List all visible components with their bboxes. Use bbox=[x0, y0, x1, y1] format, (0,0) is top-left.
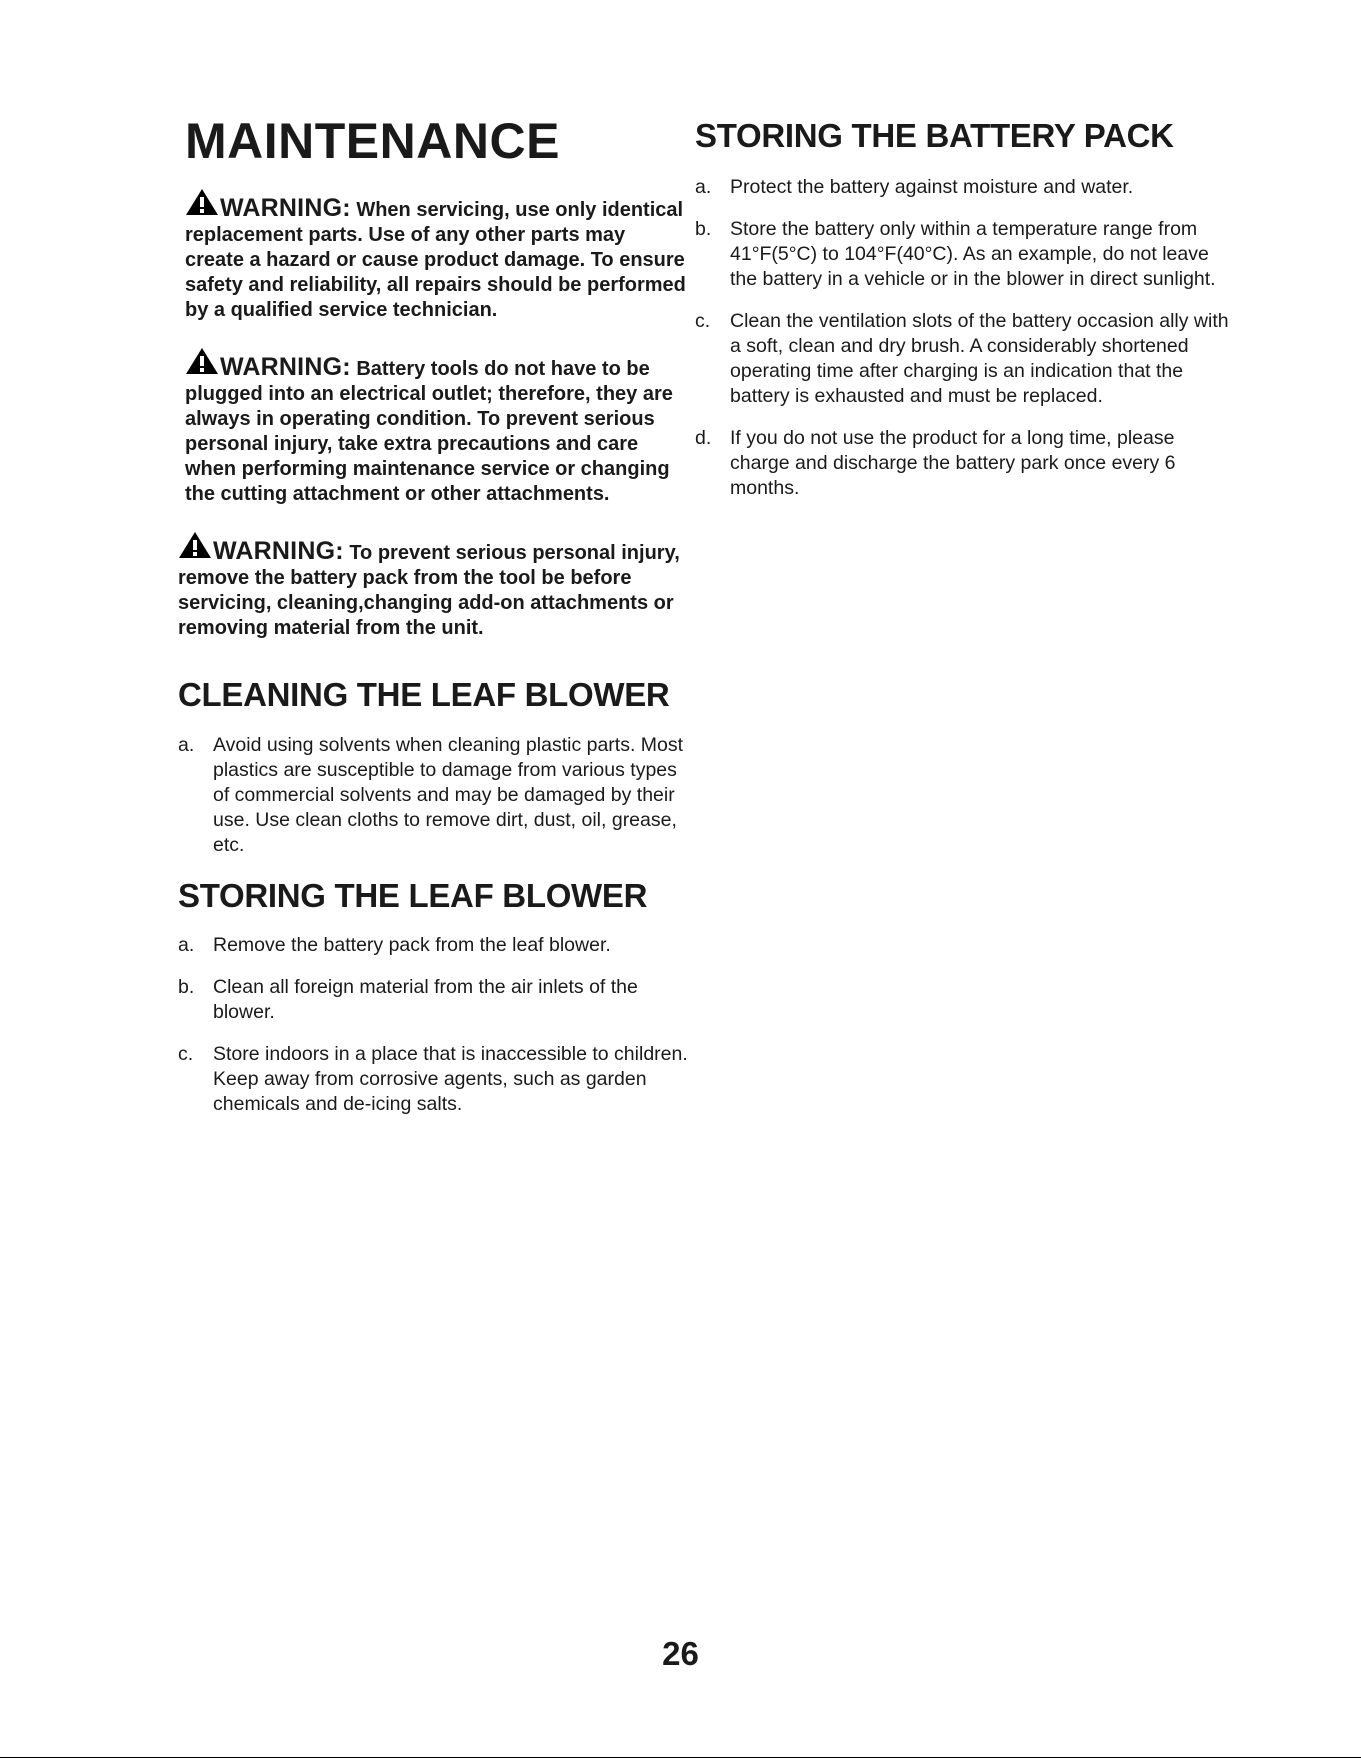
list-item-text: Clean the ventilation slots of the battery occasion ally with a soft, clean and dry brush. A considerably shortened operating time after charging is an indication that the battery is exhausted and must be replaced. bbox=[730, 310, 1229, 407]
storing-battery-list bbox=[695, 175, 1235, 501]
warning-text: When servicing, use only identical replacement parts. Use of any other parts may create a hazard or cause product damage. To ensure safety and reliability, all repairs should be performed by a qualified service technician. bbox=[185, 199, 686, 321]
list-marker: c. bbox=[695, 310, 711, 332]
list-item bbox=[178, 975, 688, 1025]
list-item bbox=[178, 1042, 688, 1117]
right-column bbox=[695, 112, 1235, 518]
warning-lead bbox=[185, 188, 351, 221]
warning-text: To prevent serious personal injury, remove the battery pack from the tool be before servicing, cleaning,changing add-on attachments or removing material from the unit. bbox=[178, 542, 680, 639]
warning-remove-battery bbox=[178, 531, 688, 641]
list-item-text: Clean all foreign material from the air inlets of the blower. bbox=[213, 976, 638, 1023]
list-item-text: Avoid using solvents when cleaning plastic parts. Most plastics are susceptible to damage from various types of commercial solvents and may be damaged by their use. Use clean cloths to remove dirt, dust, oil, grease, etc. bbox=[213, 734, 684, 856]
warning-lead bbox=[178, 531, 344, 564]
warning-label: WARNING: bbox=[220, 194, 351, 222]
left-column bbox=[178, 112, 688, 1134]
list-item bbox=[178, 733, 688, 858]
list-item bbox=[178, 933, 688, 958]
list-marker: c. bbox=[178, 1043, 194, 1065]
list-item-text: Protect the battery against moisture and water. bbox=[730, 176, 1134, 198]
warning-lead bbox=[185, 347, 351, 380]
warning-triangle-icon bbox=[185, 188, 219, 216]
list-marker: a. bbox=[695, 176, 712, 198]
list-item-text: If you do not use the product for a long time, please charge and discharge the battery park once every 6 months. bbox=[730, 427, 1176, 499]
page-title: MAINTENANCE bbox=[185, 113, 560, 169]
list-marker: a. bbox=[178, 934, 195, 956]
list-marker: a. bbox=[178, 734, 195, 756]
list-item bbox=[695, 217, 1235, 292]
section-title-storing-blower: STORING THE LEAF BLOWER bbox=[178, 877, 648, 914]
list-marker: b. bbox=[178, 976, 195, 998]
warning-triangle-icon bbox=[178, 531, 212, 559]
warning-triangle-icon bbox=[185, 347, 219, 375]
warning-label: WARNING: bbox=[220, 353, 351, 381]
list-item bbox=[695, 426, 1235, 501]
list-marker: d. bbox=[695, 427, 712, 449]
list-marker: b. bbox=[695, 218, 712, 240]
warning-label: WARNING: bbox=[213, 537, 344, 565]
list-item bbox=[695, 309, 1235, 409]
list-item bbox=[695, 175, 1235, 200]
storing-blower-list bbox=[178, 933, 688, 1117]
warning-battery-tools bbox=[185, 347, 688, 507]
section-title-storing-battery: STORING THE BATTERY PACK bbox=[695, 117, 1174, 154]
section-title-cleaning: CLEANING THE LEAF BLOWER bbox=[178, 676, 670, 713]
list-item-text: Store indoors in a place that is inaccessible to children. Keep away from corrosive agents, such as garden chemicals and de-icing salts. bbox=[213, 1043, 688, 1115]
page-number: 26 bbox=[662, 1635, 699, 1672]
list-item-text: Remove the battery pack from the leaf blower. bbox=[213, 934, 611, 956]
bottom-rule bbox=[0, 1757, 1361, 1758]
list-item-text: Store the battery only within a temperature range from 41°F(5°C) to 104°F(40°C). As an example, do not leave the battery in a vehicle or in the blower in direct sunlight. bbox=[730, 218, 1216, 290]
cleaning-list bbox=[178, 733, 688, 858]
warning-servicing bbox=[185, 188, 688, 323]
warning-text: Battery tools do not have to be plugged into an electrical outlet; therefore, they are always in operating condition. To prevent serious personal injury, take extra precautions and care when performing maintenance service or changing the cutting attachment or other attachments. bbox=[185, 358, 673, 505]
